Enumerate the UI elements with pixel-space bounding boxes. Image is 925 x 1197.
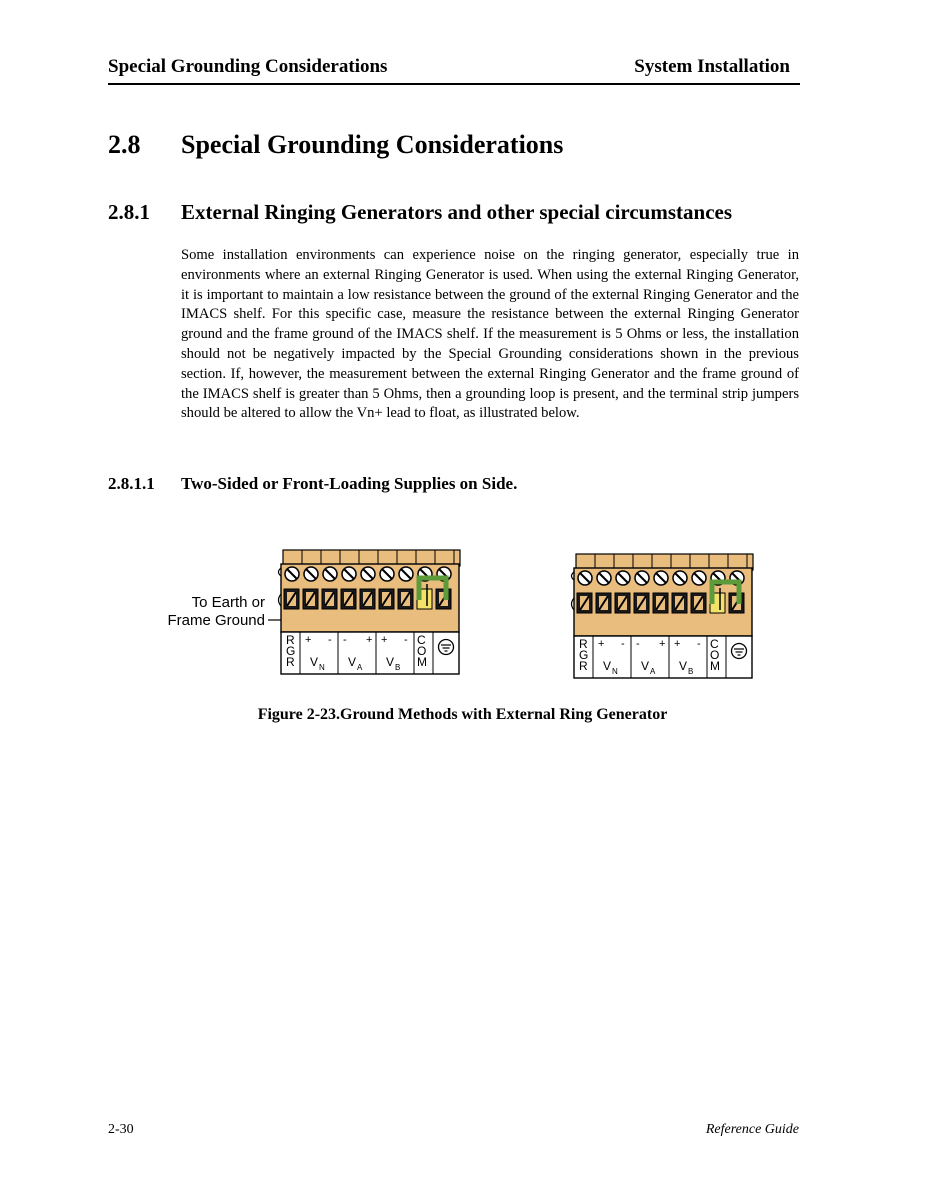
label-com: M [710,659,720,673]
terminal-strip-right [572,554,754,678]
label-voltage: V [310,655,319,669]
label-voltage-sub: B [395,663,401,672]
label-voltage-sub: N [612,667,618,676]
running-header-right: System Installation [634,56,790,77]
subsection-number: 2.8.1 [108,200,150,224]
label-polarity: - [404,634,408,646]
label-rgr: R [579,659,588,673]
label-voltage-sub: A [650,667,656,676]
section-number: 2.8 [108,130,141,159]
subsubsection-number: 2.8.1.1 [108,474,155,493]
label-polarity: - [636,638,640,650]
label-rgr: R [286,655,295,669]
terminal-strip-left [268,550,460,674]
label-com: C [417,633,426,647]
subsubsection-title: Two-Sided or Front-Loading Supplies on Side. [181,474,518,493]
label-rgr: G [579,648,589,662]
label-voltage: V [641,659,650,673]
label-voltage-sub: N [319,663,325,672]
figure-side-label-line2: Frame Ground [167,612,265,629]
label-rgr: R [286,633,295,647]
label-polarity: - [328,634,332,646]
label-polarity: + [659,638,666,650]
label-voltage-sub: A [357,663,363,672]
subsection-title: External Ringing Generators and other special circumstances [181,200,733,224]
running-header-left: Special Grounding Considerations [108,56,388,77]
footer-title: Reference Guide [705,1122,799,1137]
label-polarity: - [621,638,625,650]
footer-page-number: 2-30 [108,1122,134,1137]
label-polarity: - [697,638,701,650]
ground-symbol-icon [439,640,454,655]
label-polarity: + [598,638,605,650]
label-polarity: - [343,634,347,646]
section-title: Special Grounding Considerations [181,130,564,159]
label-com: O [710,648,720,662]
body-paragraph: Some installation environments can experience noise on the ringing generator, especially true in environments where an external Ringing Generator is used. When using the external Ringing Generator, it is important to maintain a low resistance between the ground of the external Ringing Generator and the IMACS shelf. For this specific case, measure the resistance between the external Ringing Generator ground and the frame ground of the IMACS shelf. If the measurement is 5 Ohms or less, the installation should not be negatively impacted by the Special Grounding considerations shown in the previous section. If, however, the measurement between the external Ringing Generator and the frame ground of the IMACS shelf is greater than 5 Ohms, then a grounding loop is present, and the terminal strip jumpers should be altered to allow the Vn+ lead to float, as illustrated below. [181,247,799,422]
ground-symbol-icon [732,644,747,659]
label-voltage: V [386,655,395,669]
label-rgr: G [286,644,296,658]
label-com: O [417,644,427,658]
label-voltage-sub: B [688,667,694,676]
figure-side-label-line1: To Earth or [191,594,265,611]
label-polarity: + [674,638,681,650]
label-voltage: V [679,659,688,673]
label-polarity: + [381,634,388,646]
figure-caption: Figure 2-23.Ground Methods with External Ring Generator [257,706,668,723]
label-com: C [710,637,719,651]
label-rgr: R [579,637,588,651]
label-polarity: + [366,634,373,646]
label-polarity: + [305,634,312,646]
label-voltage: V [603,659,612,673]
label-voltage: V [348,655,357,669]
label-com: M [417,655,427,669]
